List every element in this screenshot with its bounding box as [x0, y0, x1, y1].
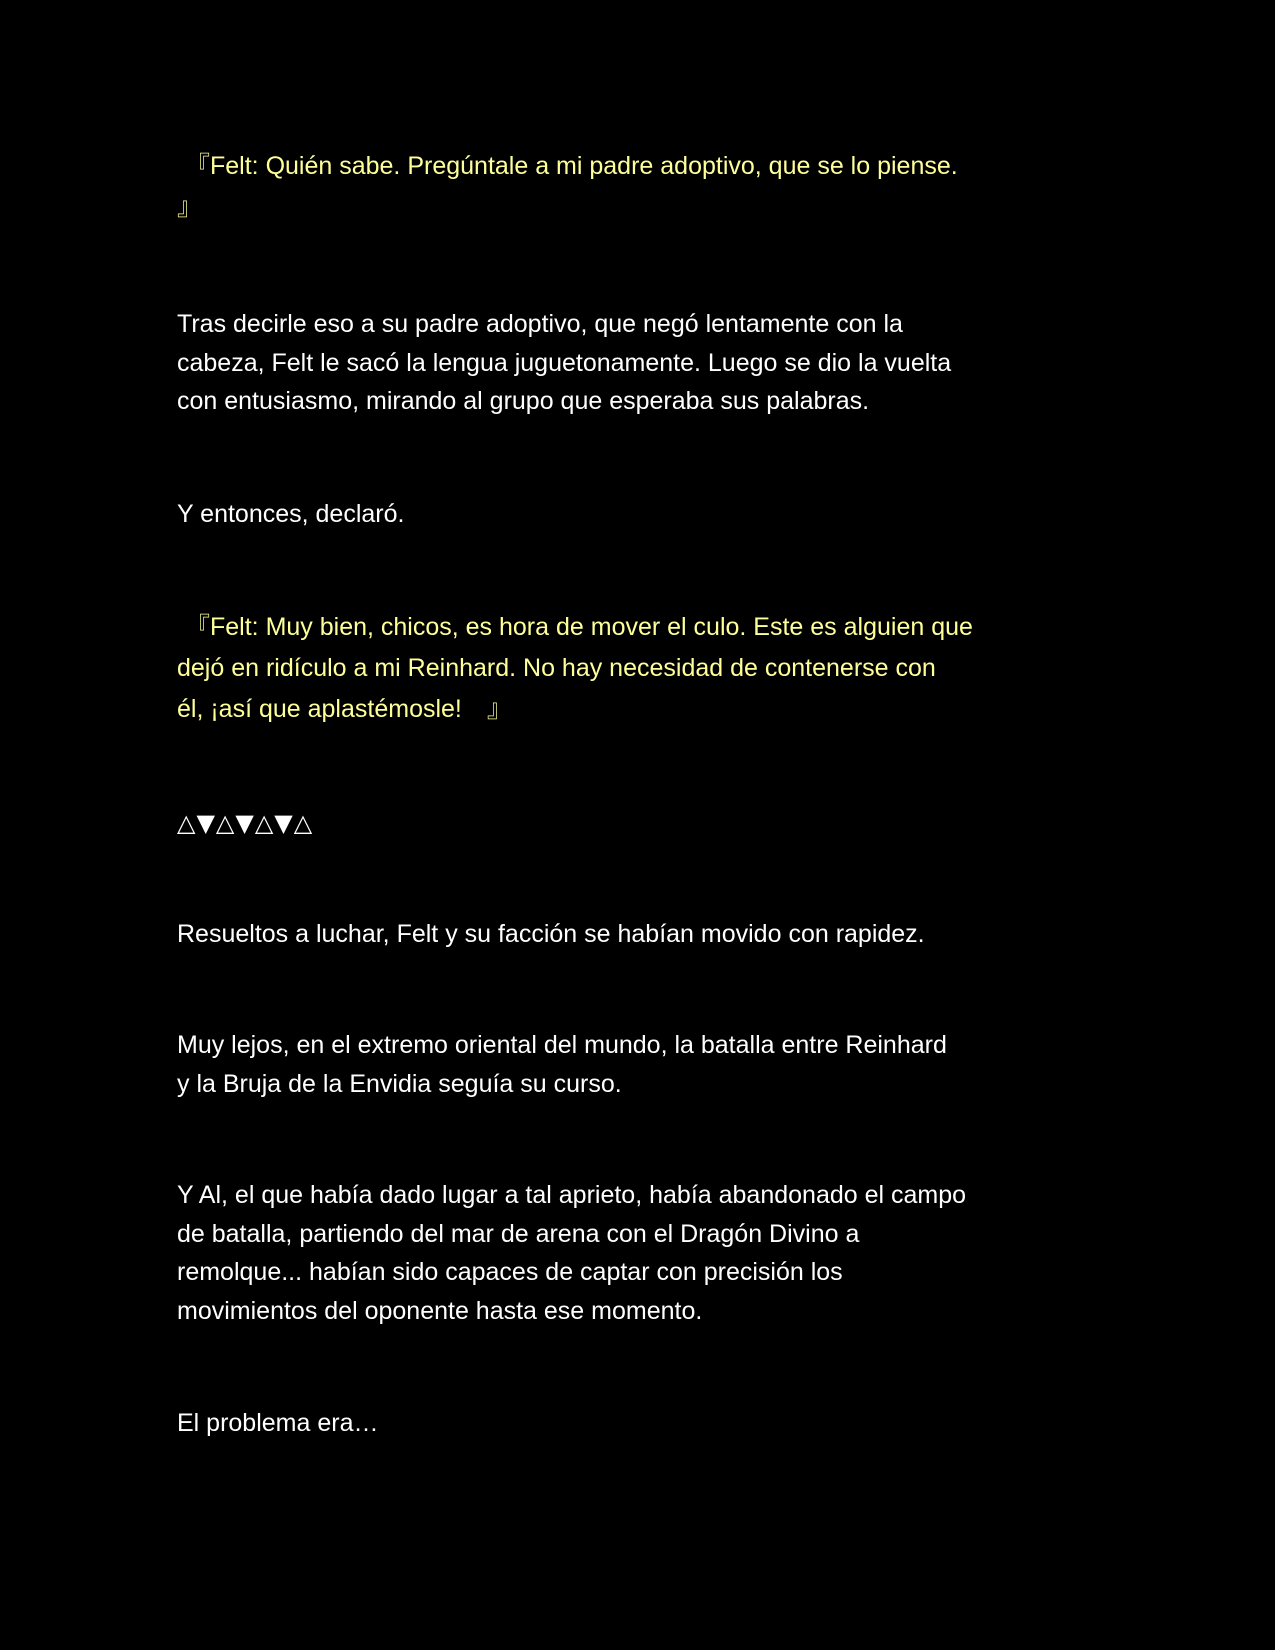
- text-line: cabeza, Felt le sacó la lengua juguetonamente. Luego se dio la vuelta: [177, 348, 952, 377]
- text-line: dejó en ridículo a mi Reinhard. No hay necesidad de contenerse con: [177, 654, 936, 682]
- text-line: de batalla, partiendo del mar de arena con el Dragón Divino a: [177, 1219, 860, 1248]
- text-line: Tras decirle eso a su padre adoptivo, que negó lentamente con la: [177, 310, 903, 338]
- scene-divider: [177, 804, 1112, 843]
- text-line: Y Al, el que había dado lugar a tal aprieto, había abandonado el campo: [177, 1181, 967, 1209]
- text-line: El problema era…: [177, 1409, 379, 1437]
- narration-paragraph: [177, 1026, 1112, 1103]
- text-line: Resueltos a luchar, Felt y su facción se habían movido con rapidez.: [177, 920, 925, 948]
- text-line: Muy lejos, en el extremo oriental del mundo, la batalla entre Reinhard: [177, 1031, 947, 1059]
- narration-paragraph: [177, 1404, 1112, 1443]
- dialogue-felt-quien-sabe: [177, 146, 1112, 228]
- narration-paragraph: [177, 915, 1112, 954]
- narration-paragraph: [177, 1176, 1112, 1330]
- text-line: remolque... habían sido capaces de captar con precisión los: [177, 1258, 843, 1286]
- text-line: movimientos del oponente hasta ese momento.: [177, 1296, 703, 1325]
- narration-paragraph: [177, 305, 1112, 421]
- text-line: Y entonces, declaró.: [177, 500, 405, 528]
- text-line: y la Bruja de la Envidia seguía su curso.: [177, 1069, 622, 1098]
- divider-symbols: △▼△▼△▼△: [177, 809, 314, 837]
- narration-paragraph: [177, 495, 1112, 534]
- dialogue-felt-muy-bien: [177, 607, 1112, 730]
- text-line: 『Felt: Muy bien, chicos, es hora de mover el culo. Este es alguien que: [185, 613, 973, 641]
- text-line: con entusiasmo, mirando al grupo que esperaba sus palabras.: [177, 387, 870, 415]
- text-line: él, ¡así que aplastémosle! 』: [177, 695, 512, 723]
- text-line: 『Felt: Quién sabe. Pregúntale a mi padre adoptivo, que se lo piense.: [185, 152, 958, 180]
- text-line: 』: [177, 193, 203, 221]
